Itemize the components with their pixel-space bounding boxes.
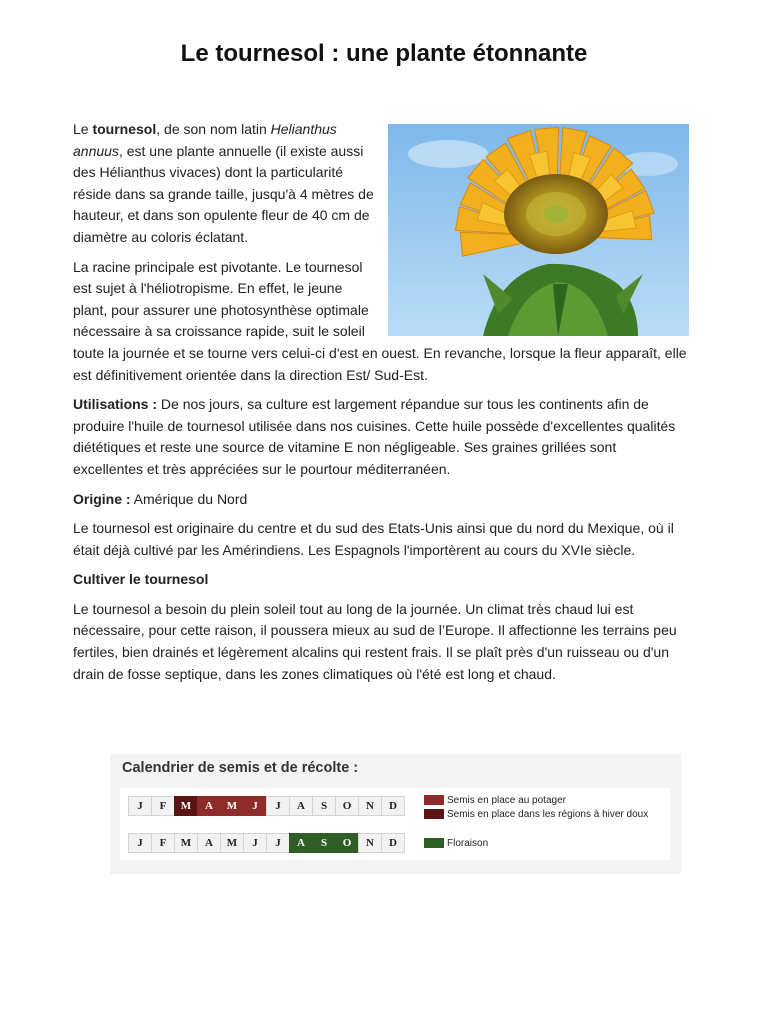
month-cell: A xyxy=(197,833,221,853)
month-cell: S xyxy=(312,833,336,853)
month-cell: S xyxy=(312,796,336,816)
intro-paragraph: Le tournesol, de son nom latin Helianthus annuus, est une plante annuelle (il existe aussi des Hélianthus vivaces) dont la particularité réside dans sa grande taille, jusqu'à 4 mètres de hauteur, et dans son opulente fleur de 40 cm de diamètre au coloris éclatant. xyxy=(73,121,374,245)
flowering-legend xyxy=(424,836,488,850)
month-cell: A xyxy=(197,796,221,816)
cultivate-heading: Cultiver le tournesol xyxy=(73,571,209,588)
calendar-grid xyxy=(120,788,671,860)
legend-item xyxy=(424,807,648,821)
legend-label: Semis en place dans les régions à hiver doux xyxy=(447,808,649,820)
month-cell: J xyxy=(243,796,267,816)
sowing-legend xyxy=(424,793,648,821)
sowing-row xyxy=(128,796,404,816)
month-cell: M xyxy=(220,833,244,853)
article-body xyxy=(73,119,689,693)
legend-item xyxy=(424,793,648,807)
month-cell: N xyxy=(358,833,382,853)
month-cell: J xyxy=(128,796,152,816)
legend-item xyxy=(424,836,488,850)
month-cell: M xyxy=(220,796,244,816)
month-cell: J xyxy=(266,833,290,853)
origin-paragraph: Le tournesol est originaire du centre et du sud des Etats-Unis ainsi que du nord du Mexique, où il était déjà cultivé par les Amérindiens. Les Espagnols l'importèrent au cours du XVIe siècle. xyxy=(73,520,674,558)
sowing-calendar xyxy=(110,754,681,874)
month-cell: O xyxy=(335,796,359,816)
month-cell: M xyxy=(174,796,198,816)
legend-swatch xyxy=(424,809,444,819)
month-cell: D xyxy=(381,796,405,816)
month-cell: J xyxy=(128,833,152,853)
origin-label: Origine : xyxy=(73,490,131,507)
month-cell: N xyxy=(358,796,382,816)
legend-swatch xyxy=(424,838,444,848)
uses-label: Utilisations : xyxy=(73,396,158,413)
root-paragraph: La racine principale est pivotante. Le tournesol est sujet à l'héliotropisme. En effet, le jeune plant, pour assurer une photosynthèse optimale nécessaire à sa croissance rapide, suit le soleil toute la journée et se tourne vers celui-ci d'est en ouest. En revanche, lorsque la fleur apparaît, elle est définitivement orientée dans la direction Est/ Sud-Est. xyxy=(73,258,687,383)
legend-label: Floraison xyxy=(447,837,489,849)
month-cell: M xyxy=(174,833,198,853)
sunflower-image xyxy=(388,124,689,336)
month-cell: J xyxy=(266,796,290,816)
flowering-row xyxy=(128,833,404,853)
page-title: Le tournesol : une plante étonnante xyxy=(180,40,588,67)
cultivate-paragraph: Le tournesol a besoin du plein soleil tout au long de la journée. Un climat très chaud lui est nécessaire, pour cette raison, il poussera mieux au sud de l’Europe. Il affectionne les terrains peu fertiles, bien drainés et légèrement alcalins qui restent frais. Il se plaît près d'un ruisseau ou d'un drain de fosse septique, dans les zones climatiques où l'été est long et chaud. xyxy=(73,600,677,682)
legend-swatch xyxy=(424,795,444,805)
month-cell: O xyxy=(335,833,359,853)
month-cell: D xyxy=(381,833,405,853)
month-cell: J xyxy=(243,833,267,853)
tournesol-term: tournesol xyxy=(92,121,157,137)
month-cell: F xyxy=(151,833,175,853)
month-cell: A xyxy=(289,833,313,853)
uses-paragraph: Utilisations : De nos jours, sa culture est largement répandue sur tous les continents afin de produire l'huile de tournesol utilisée dans nos cuisines. Cette huile possède d'excellentes qualités diététiques et reste une source de vitamine E non négligeable. Ses graines grillées sont excellentes et très appréciées sur le pourtour méditerranéen. xyxy=(73,396,676,477)
calendar-title: Calendrier de semis et de récolte : xyxy=(122,760,359,776)
latin-name: Helianthus annuus xyxy=(73,121,337,159)
month-cell: F xyxy=(151,796,175,816)
origin-line: Origine : Amérique du Nord xyxy=(73,490,248,507)
legend-label: Semis en place au potager xyxy=(447,794,566,806)
month-cell: A xyxy=(289,796,313,816)
